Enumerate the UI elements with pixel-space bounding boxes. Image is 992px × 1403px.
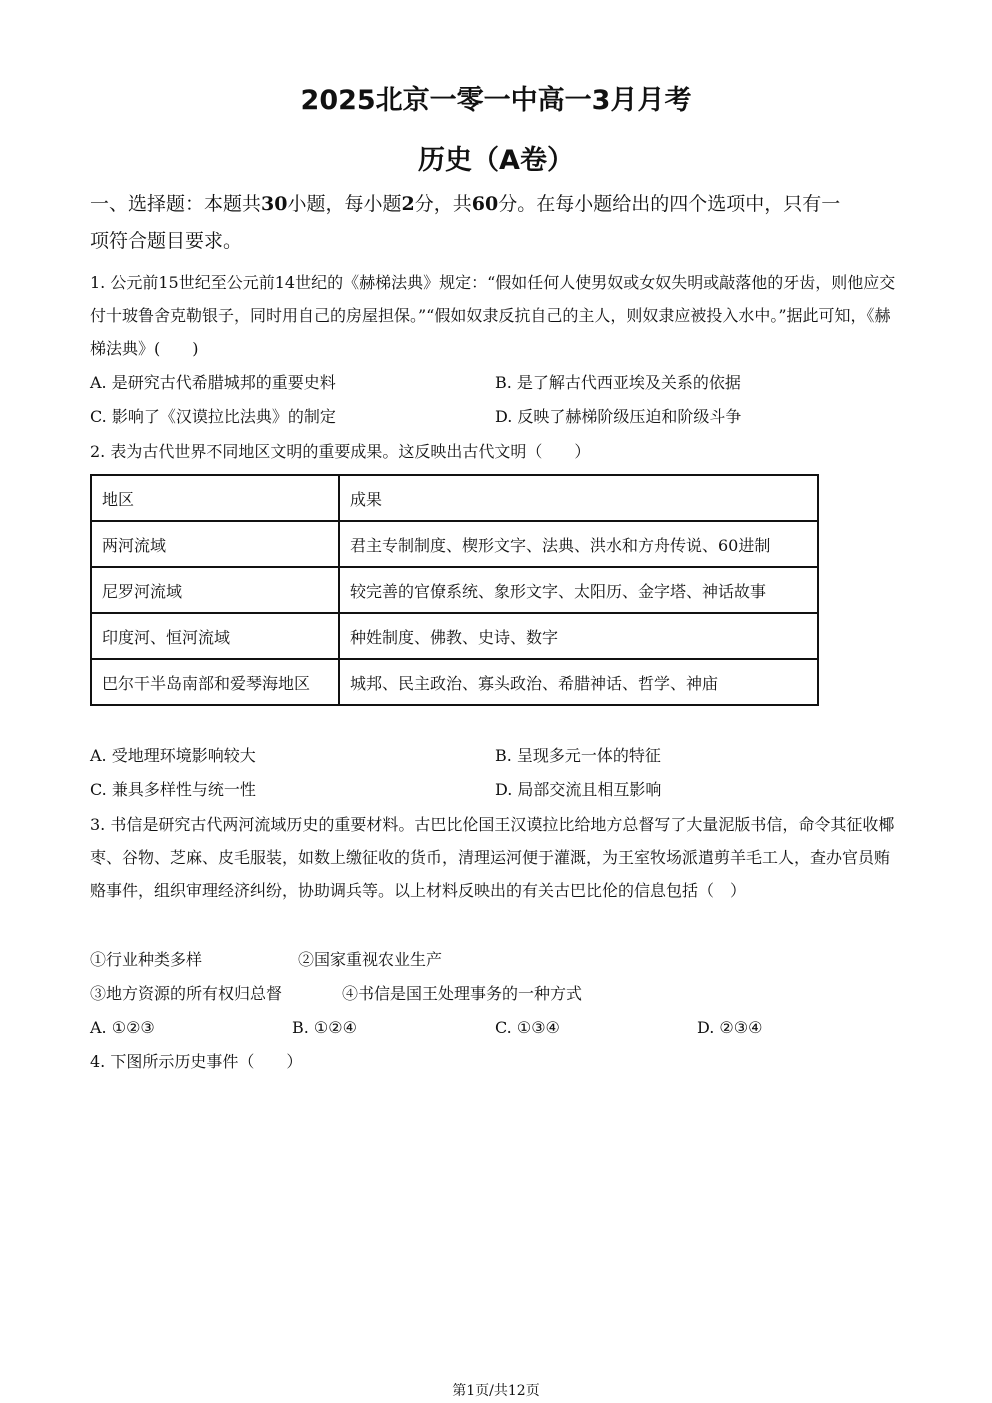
points-total: 60 <box>471 193 499 215</box>
q3-option-c[interactable]: C. ①③④ <box>495 1018 560 1037</box>
q1-option-b[interactable]: B. 是了解古代西亚埃及关系的依据 <box>495 373 741 392</box>
q1-stem: 1. 公元前15世纪至公元前14世纪的《赫梯法典》规定：“假如任何人使男奴或女奴失明或敲落他的牙齿，则他应交付十玻鲁舍克勒银子，同时用自己的房屋担保。”“假如奴隶反抗自己的主人，则奴隶应被投入水中。”据此可知，《赫梯法典》( ) <box>90 273 896 358</box>
question-count: 30 <box>261 193 288 215</box>
table-row <box>91 567 818 613</box>
q1-option-d[interactable]: D. 反映了赫梯阶级压迫和阶级斗争 <box>495 407 742 426</box>
q2-option-b[interactable]: B. 呈现多元一体的特征 <box>495 746 661 765</box>
table-row <box>91 613 818 659</box>
section-instructions <box>90 186 910 260</box>
points-each: 2 <box>401 193 415 215</box>
q4-stem: 4. 下图所示历史事件（ ） <box>90 1052 303 1071</box>
table-header-achievements: 成果 <box>339 475 818 521</box>
q3-statement-3: ③地方资源的所有权归总督 <box>90 984 283 1003</box>
q3-statements-row-2 <box>90 982 910 1006</box>
table-cell: 城邦、民主政治、寡头政治、希腊神话、哲学、神庙 <box>339 659 818 705</box>
q1-option-c[interactable]: C. 影响了《汉谟拉比法典》的制定 <box>90 407 336 426</box>
q3-options-row <box>90 1016 910 1040</box>
page-footer: 第1页/共12页 <box>452 1383 540 1399</box>
table-header-row <box>91 475 818 521</box>
q3-statements-row-1 <box>90 948 910 972</box>
q1-options-row-1 <box>90 371 910 395</box>
q3-statement-1: ①行业种类多样 <box>90 950 203 969</box>
table-cell: 巴尔干半岛南部和爱琴海地区 <box>91 659 339 705</box>
q3-statement-2: ②国家重视农业生产 <box>298 950 443 969</box>
table-cell: 尼罗河流域 <box>91 567 339 613</box>
section-line-1: 一、选择题：本题共30小题，每小题2分，共60分。在每小题给出的四个选项中，只有一 <box>90 193 841 215</box>
table-cell: 种姓制度、佛教、史诗、数字 <box>339 613 818 659</box>
table-cell: 较完善的官僚系统、象形文字、太阳历、金字塔、神话故事 <box>339 567 818 613</box>
q3-option-d[interactable]: D. ②③④ <box>697 1018 763 1037</box>
page-title: 2025北京一零一中高一3月月考 <box>300 85 692 116</box>
q3-option-b[interactable]: B. ①②④ <box>292 1018 357 1037</box>
q2-option-a[interactable]: A. 受地理环境影响较大 <box>90 746 256 765</box>
section-line-2: 项符合题目要求。 <box>90 230 243 252</box>
q2-option-d[interactable]: D. 局部交流且相互影响 <box>495 780 662 799</box>
q3-statement-4: ④书信是国王处理事务的一种方式 <box>342 984 583 1003</box>
table-row <box>91 659 818 705</box>
table-header-region: 地区 <box>91 475 339 521</box>
q2-option-c[interactable]: C. 兼具多样性与统一性 <box>90 780 256 799</box>
q3-option-a[interactable]: A. ①②③ <box>90 1018 155 1037</box>
q4-stem-row <box>90 1050 910 1074</box>
q3-stem: 3. 书信是研究古代两河流域历史的重要材料。古巴比伦国王汉谟拉比给地方总督写了大量泥版书信，命令其征收椰枣、谷物、芝麻、皮毛服装，如数上缴征收的货币，清理运河便于灌溉，为王室牧场派遣剪羊毛工人，查办官员贿赂事件，组织审理经济纠纷，协助调兵等。以上材料反映出的有关古巴比伦的信息包括（ ） <box>90 815 895 900</box>
table-cell: 印度河、恒河流域 <box>91 613 339 659</box>
q2-stem: 2. 表为古代世界不同地区文明的重要成果。这反映出古代文明（ ） <box>90 442 591 461</box>
q2-options-row-1 <box>90 744 910 768</box>
q2-table <box>90 474 819 706</box>
table-cell: 两河流域 <box>91 521 339 567</box>
page-subtitle: 历史（A卷） <box>418 145 574 176</box>
q1-options-row-2 <box>90 405 910 429</box>
table-row <box>91 521 818 567</box>
table-cell: 君主专制制度、楔形文字、法典、洪水和方舟传说、60进制 <box>339 521 818 567</box>
q2-options-row-2 <box>90 778 910 802</box>
q1-option-a[interactable]: A. 是研究古代希腊城邦的重要史料 <box>90 373 336 392</box>
